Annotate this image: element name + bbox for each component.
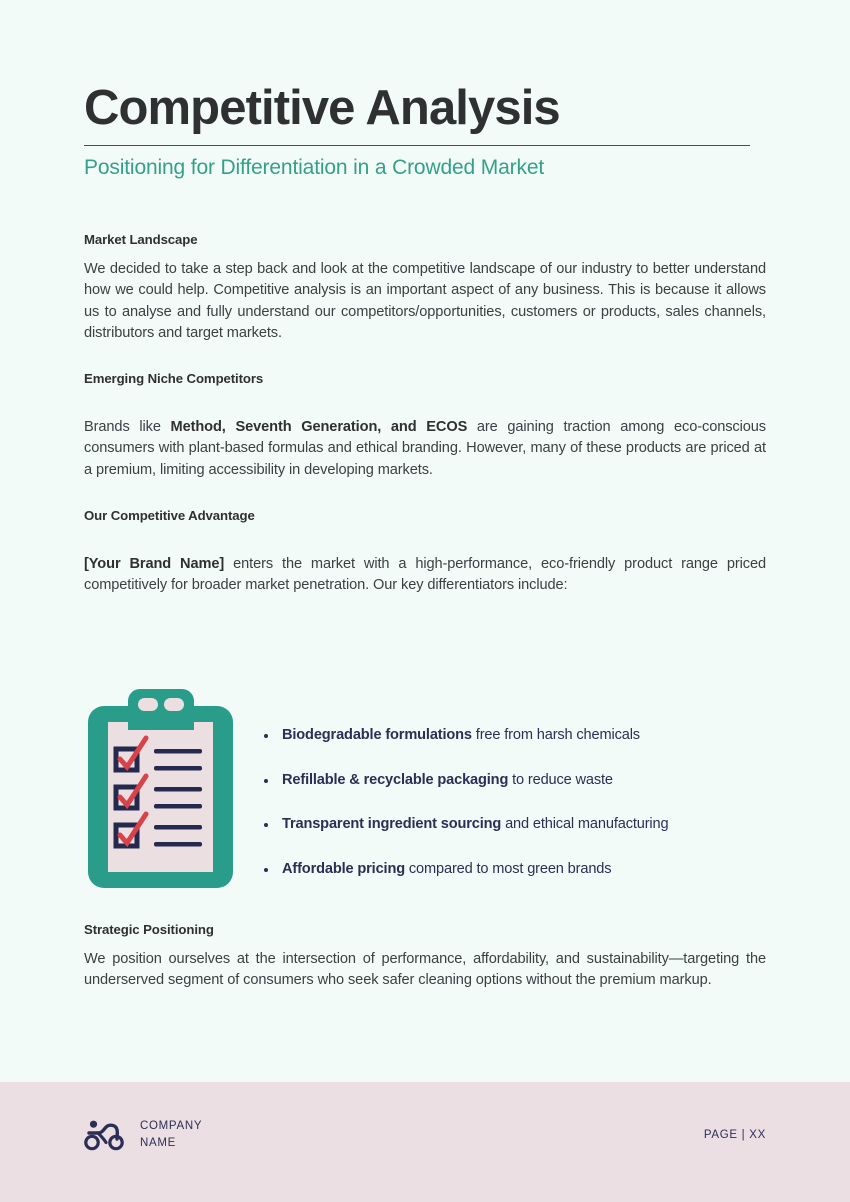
paper-line-5 bbox=[154, 825, 202, 830]
footer-brand bbox=[84, 1118, 202, 1151]
list-item-emphasis: Refillable & recyclable packaging bbox=[282, 771, 509, 788]
list-item bbox=[262, 771, 766, 791]
spacer bbox=[84, 398, 766, 417]
list-item bbox=[262, 726, 766, 746]
document-header bbox=[84, 82, 750, 180]
company-name bbox=[140, 1118, 202, 1151]
differentiators-block bbox=[84, 684, 766, 903]
section-emerging-niche-competitors bbox=[84, 371, 766, 481]
clipboard-clip-slot-right bbox=[164, 698, 184, 711]
page-subtitle: Positioning for Differentiation in a Crowded Market bbox=[84, 155, 545, 179]
list-item bbox=[262, 860, 766, 880]
section-heading: Emerging Niche Competitors bbox=[84, 371, 264, 387]
page-number-label: PAGE | XX bbox=[703, 1128, 766, 1141]
clipboard-paper-shape bbox=[108, 722, 213, 872]
page-footer bbox=[0, 1082, 850, 1202]
paper-line-4 bbox=[154, 804, 202, 809]
title-divider bbox=[84, 145, 750, 146]
list-item-emphasis: Transparent ingredient sourcing bbox=[282, 816, 502, 833]
section-strategic-positioning bbox=[84, 922, 766, 992]
paper-line-1 bbox=[154, 749, 202, 754]
paragraph-text-lead: Brands like bbox=[84, 419, 171, 436]
company-name-line1: COMPANY bbox=[140, 1120, 203, 1132]
paragraph-emphasis-brand-name: [Your Brand Name] bbox=[84, 556, 225, 573]
paragraph-text-tail: are gaining traction among eco-conscious consumers with plant-based formulas and ethical branding. However, many of these products are priced at a premium, limiting accessibility in developing markets. bbox=[84, 419, 766, 478]
checklist-clipboard-illustration bbox=[84, 684, 252, 903]
document-body bbox=[84, 232, 766, 597]
paragraph-text-tail: enters the market with a high-performance, eco-friendly product range priced competitively for broader market penetration. Our key differentiators include: bbox=[84, 556, 766, 594]
section-our-competitive-advantage bbox=[84, 508, 766, 597]
clipboard-clip-neck bbox=[128, 716, 194, 730]
spacer bbox=[84, 344, 766, 371]
list-item-emphasis: Affordable pricing bbox=[282, 861, 405, 878]
section-market-landscape bbox=[84, 232, 766, 344]
list-item bbox=[262, 815, 766, 835]
list-item-text: free from harsh chemicals bbox=[471, 727, 640, 743]
paper-line-2 bbox=[154, 766, 202, 771]
paper-line-3 bbox=[154, 787, 202, 792]
section-heading: Strategic Positioning bbox=[84, 922, 214, 937]
paragraph-emphasis-brands: Method, Seventh Generation, and ECOS bbox=[170, 419, 468, 436]
list-item-text: compared to most green brands bbox=[404, 861, 612, 878]
differentiators-list bbox=[252, 684, 766, 880]
clipboard-clip-slot-left bbox=[138, 698, 158, 711]
list-item-emphasis: Biodegradable formulations bbox=[282, 727, 472, 743]
section-paragraph: We decided to take a step back and look at the competitive landscape of our industry to better understand how we could help. Competitive analysis is an important aspect of any business. This is because it allows us to analyse and fully understand our competitors/opportunities, customers or products, sales channels, distributors and target markets. bbox=[84, 261, 766, 341]
page-title: Competitive Analysis bbox=[84, 81, 560, 135]
list-item-text: and ethical manufacturing bbox=[501, 816, 669, 833]
clipboard-icon bbox=[84, 686, 252, 898]
spacer bbox=[84, 481, 766, 508]
section-paragraph bbox=[84, 417, 766, 481]
cyclist-logo-icon bbox=[84, 1119, 126, 1151]
section-paragraph: We position ourselves at the intersection of performance, affordability, and sustainability—targeting the underserved segment of consumers who seek safer cleaning options without the premium markup. bbox=[84, 951, 766, 989]
section-heading: Market Landscape bbox=[84, 232, 198, 247]
spacer bbox=[84, 535, 766, 554]
section-heading: Our Competitive Advantage bbox=[84, 508, 255, 524]
list-item-text: to reduce waste bbox=[508, 771, 613, 788]
company-name-line2: NAME bbox=[140, 1136, 177, 1149]
section-paragraph bbox=[84, 554, 766, 597]
paper-line-6 bbox=[154, 842, 202, 847]
